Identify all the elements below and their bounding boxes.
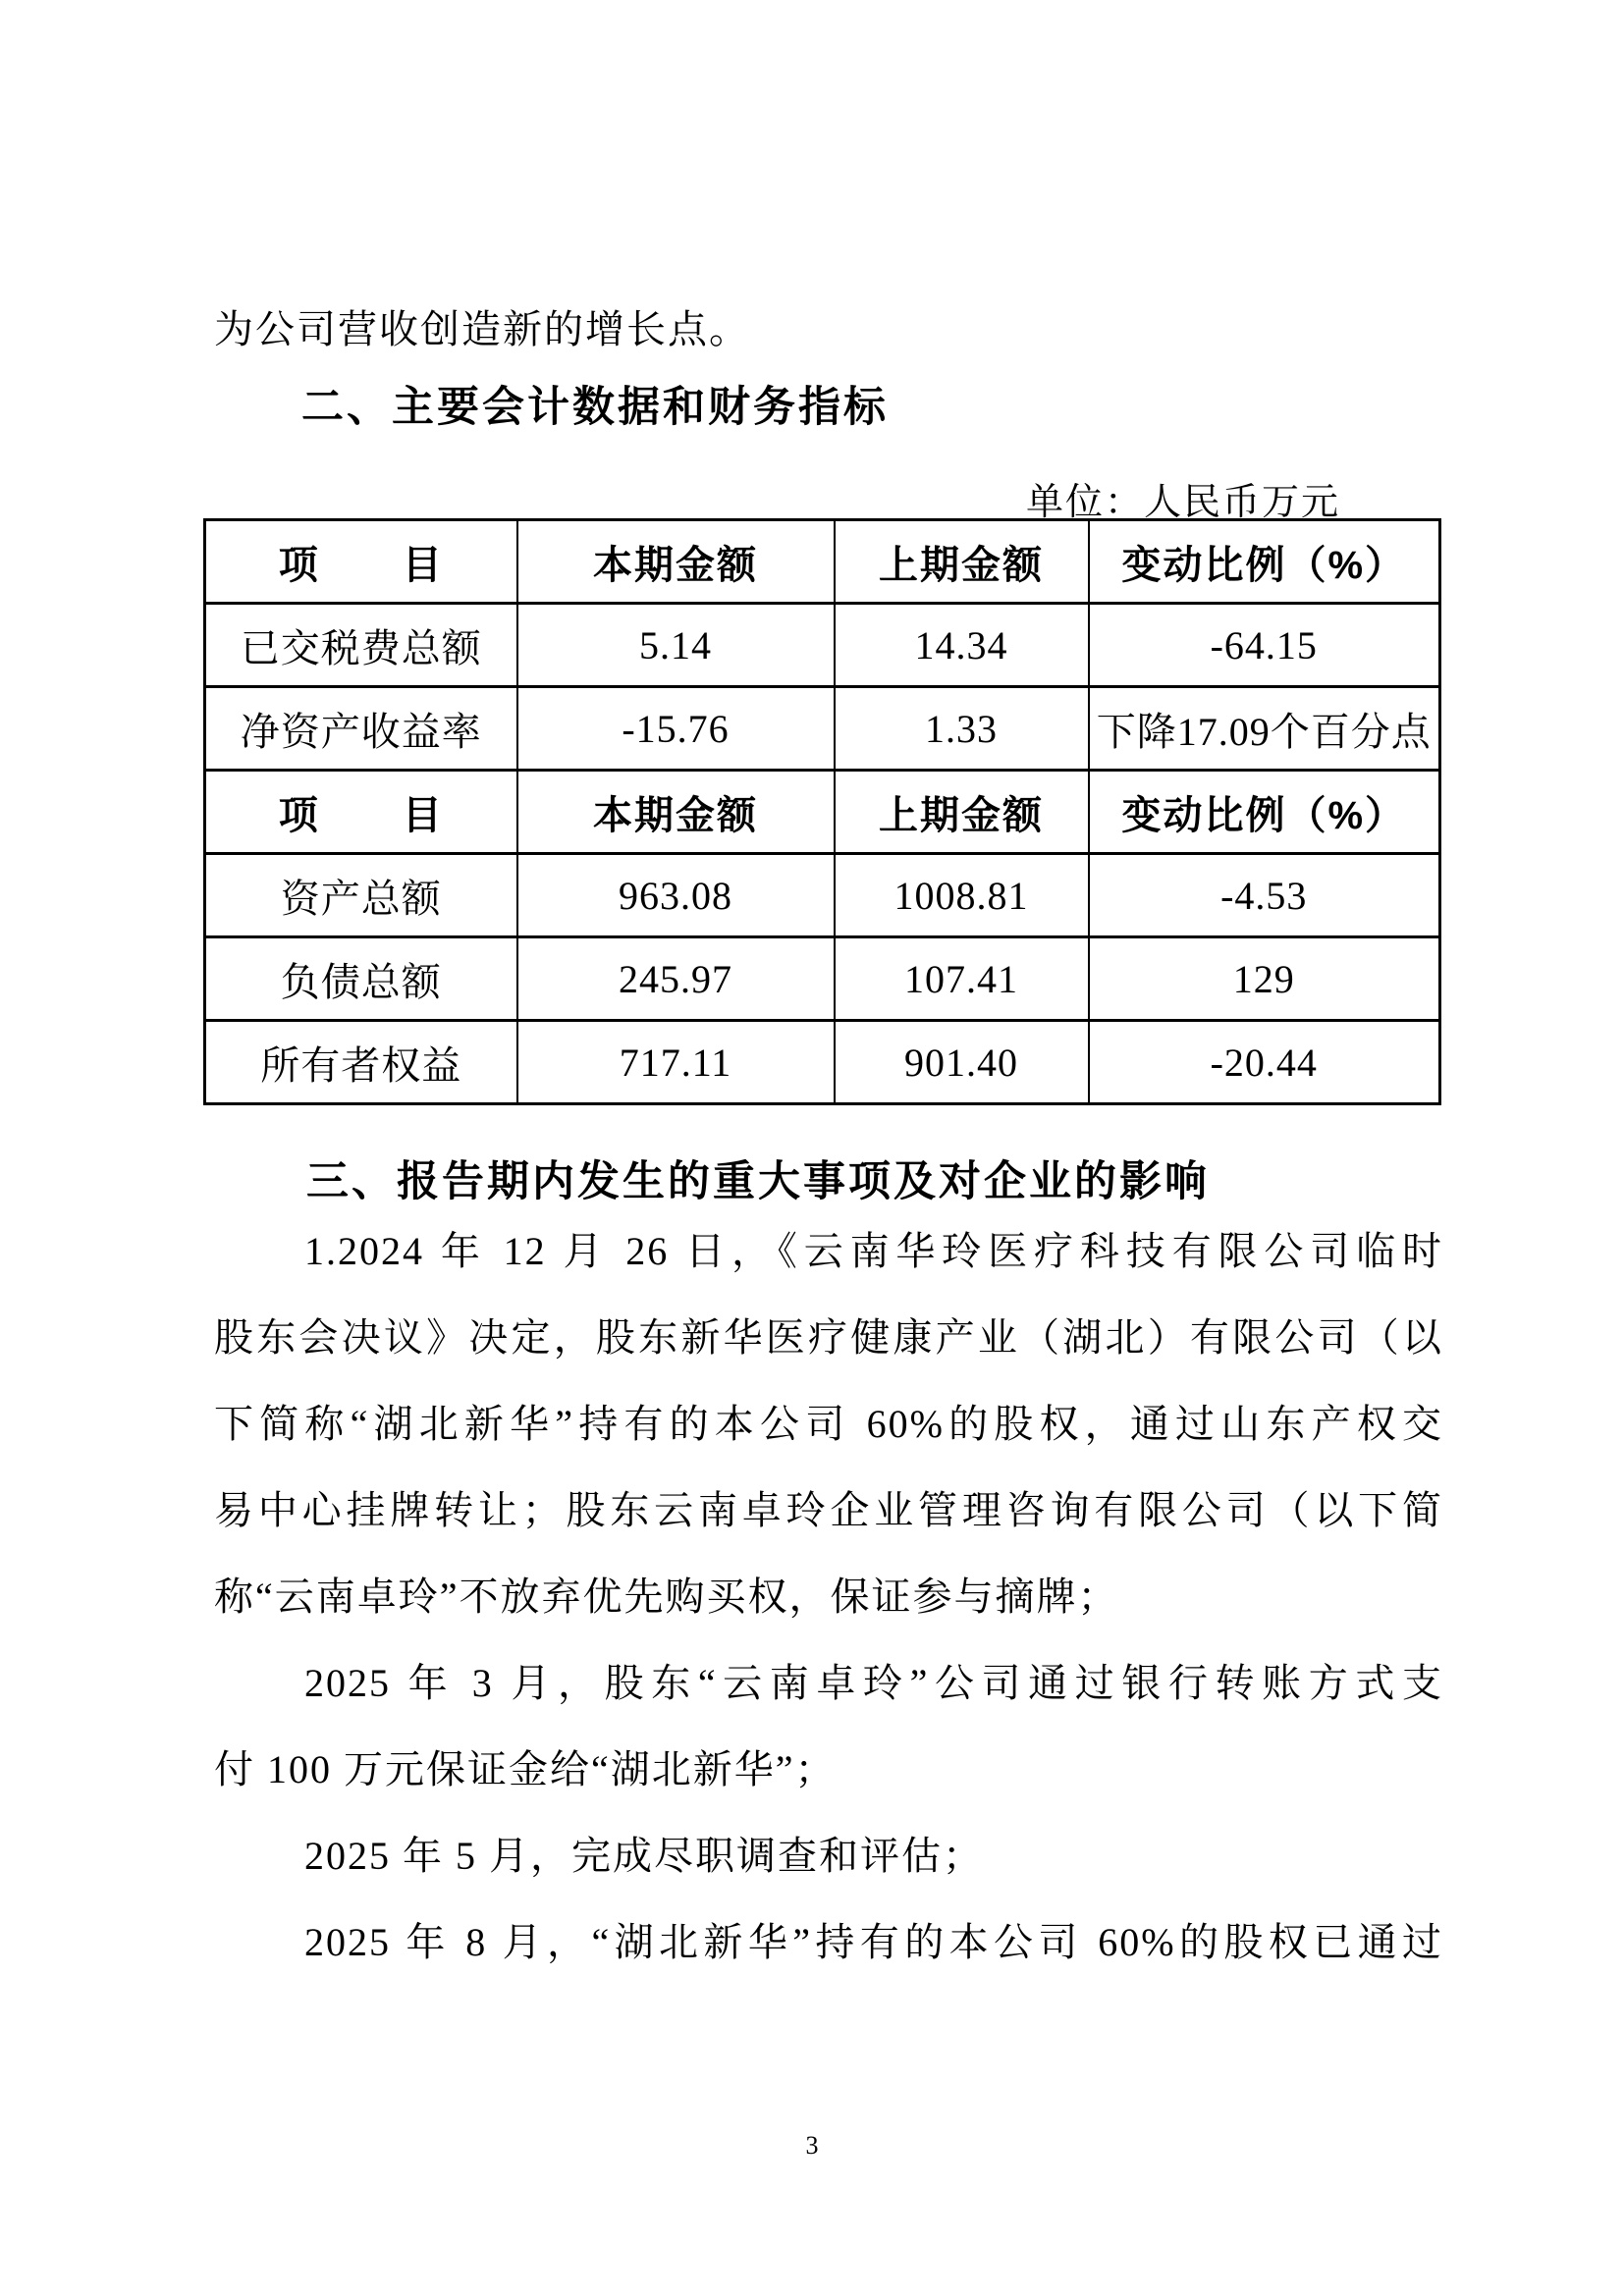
table-header-cell: 项 目: [205, 520, 517, 604]
table-unit-label: 单位：人民币万元: [1025, 482, 1340, 523]
section2-heading: 二、主要会计数据和财务指标: [301, 384, 889, 431]
table-cell: 963.08: [517, 854, 835, 937]
table-row: [205, 687, 1440, 771]
table-header-cell: 本期金额: [517, 520, 835, 604]
table-cell: 负债总额: [205, 937, 517, 1021]
table-cell: 1.33: [835, 687, 1089, 771]
table-header-cell: 上期金额: [835, 520, 1089, 604]
body-text-line: 付 100 万元保证金给“湖北新华”；: [214, 1747, 837, 1791]
section3-heading: 三、报告期内发生的重大事项及对企业的影响: [306, 1158, 1210, 1205]
body-text-line: 2025 年 5 月，完成尽职调查和评估；: [304, 1834, 984, 1878]
table-row: [205, 1021, 1440, 1104]
body-text-line: 称“云南卓玲”不放弃优先购买权，保证参与摘牌；: [214, 1575, 1119, 1619]
page-number: 3: [805, 2131, 819, 2160]
table-header-cell: 变动比例（%）: [1089, 771, 1440, 854]
table-cell: 下降17.09个百分点: [1089, 687, 1440, 771]
table-cell: 245.97: [517, 937, 835, 1021]
table-cell: -20.44: [1089, 1021, 1440, 1104]
body-text-line: 2025 年 8 月，“湖北新华”持有的本公司 60%的股权已通过: [304, 1920, 1443, 1964]
table-header-row: [205, 520, 1440, 604]
body-text-line: 易中心挂牌转让；股东云南卓玲企业管理咨询有限公司（以下简: [214, 1488, 1443, 1532]
table-cell: -4.53: [1089, 854, 1440, 937]
table-cell: 所有者权益: [205, 1021, 517, 1104]
table-cell: 1008.81: [835, 854, 1089, 937]
table-cell: 已交税费总额: [205, 604, 517, 687]
body-text-line: 1.2024 年 12 月 26 日，《云南华玲医疗科技有限公司临时: [304, 1229, 1443, 1273]
intro-text-line: 为公司营收创造新的增长点。: [214, 307, 750, 351]
table-cell: 14.34: [835, 604, 1089, 687]
body-text-line: 下简称“湖北新华”持有的本公司 60%的股权，通过山东产权交: [214, 1402, 1443, 1446]
table-header-cell: 本期金额: [517, 771, 835, 854]
table-cell: 107.41: [835, 937, 1089, 1021]
body-text-line: 2025 年 3 月，股东“云南卓玲”公司通过银行转账方式支: [304, 1661, 1443, 1705]
table-header-row: [205, 771, 1440, 854]
table-cell: 129: [1089, 937, 1440, 1021]
table-cell: 5.14: [517, 604, 835, 687]
table-row: [205, 604, 1440, 687]
table-row: [205, 854, 1440, 937]
table-header-cell: 变动比例（%）: [1089, 520, 1440, 604]
financial-indicators-table: [203, 518, 1441, 1105]
table-header-cell: 上期金额: [835, 771, 1089, 854]
table-cell: 717.11: [517, 1021, 835, 1104]
table-cell: -64.15: [1089, 604, 1440, 687]
table-cell: 资产总额: [205, 854, 517, 937]
table-header-cell: 项 目: [205, 771, 517, 854]
table-row: [205, 937, 1440, 1021]
table-cell: 净资产收益率: [205, 687, 517, 771]
table-cell: -15.76: [517, 687, 835, 771]
body-text-line: 股东会决议》决定，股东新华医疗健康产业（湖北）有限公司（以: [214, 1315, 1443, 1360]
table-cell: 901.40: [835, 1021, 1089, 1104]
